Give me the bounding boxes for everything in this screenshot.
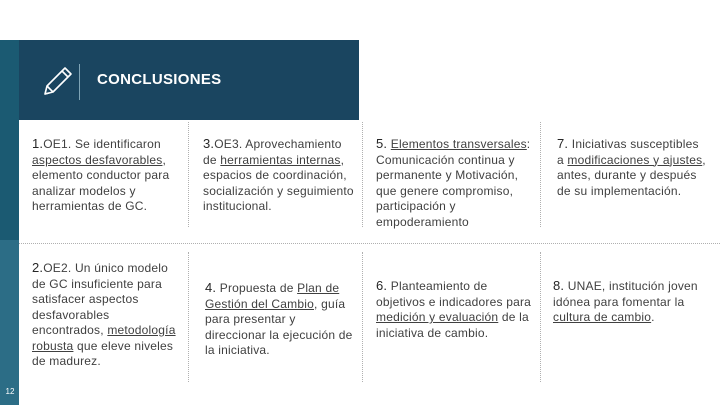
highlighted-phrase: cultura de cambio (553, 310, 652, 324)
pencil-icon (37, 62, 77, 102)
conclusion-text: . (651, 310, 655, 324)
highlighted-phrase: modificaciones y ajustes (567, 152, 703, 167)
conclusion-text: Planteamiento de objetivos e indicadores para (376, 279, 532, 309)
conclusion-3 (203, 136, 357, 215)
column-divider (188, 252, 189, 382)
conclusion-number: 1. (32, 136, 44, 151)
conclusion-text: Propuesta de (216, 281, 298, 295)
highlighted-phrase: Plan de Gestión del Cambio (205, 281, 340, 311)
conclusion-text: . Se identificaron (67, 137, 161, 151)
highlighted-phrase: aspectos desfavorables (32, 152, 163, 167)
conclusion-text: . Aprovechamiento de (203, 137, 342, 167)
highlighted-phrase: Elementos transversales (390, 137, 527, 151)
page-title: CONCLUSIONES (97, 71, 222, 88)
conclusion-number: 7. (557, 136, 569, 151)
objective-code: OE2 (43, 261, 68, 275)
conclusion-1 (32, 136, 180, 215)
header-divider (79, 64, 80, 100)
conclusion-4 (205, 280, 355, 359)
conclusion-number: 6. (376, 278, 388, 293)
column-divider (540, 252, 541, 382)
header-band (19, 40, 359, 120)
objective-code: OE1 (43, 137, 68, 151)
conclusion-8 (553, 278, 713, 326)
conclusion-text: , elemento conductor para analizar modelos y herramientas de GC. (32, 152, 170, 213)
conclusion-text: de la iniciativa de cambio. (376, 310, 529, 340)
highlighted-phrase: herramientas internas (220, 152, 341, 167)
highlighted-phrase: metodología robusta (32, 323, 176, 353)
page-number: 12 (5, 387, 15, 396)
conclusion-5 (376, 136, 534, 230)
conclusion-text: , antes, durante y después de su implementación. (557, 152, 706, 198)
column-divider (362, 252, 363, 382)
left-accent-bar (0, 40, 19, 405)
conclusion-7 (557, 136, 707, 199)
conclusion-text: , espacios de coordinación, socialización y seguimiento institucional. (203, 152, 354, 213)
column-divider (362, 122, 363, 227)
highlighted-phrase: medición y evaluación (376, 310, 499, 324)
conclusion-text: , guía para presentar y direccionar la ejecución de la iniciativa. (205, 296, 353, 357)
conclusion-text: que eleve niveles de madurez. (32, 338, 174, 368)
conclusion-6 (376, 278, 532, 341)
conclusion-number: 4. (205, 280, 217, 295)
conclusion-number: 2. (32, 260, 44, 275)
conclusion-2 (32, 260, 184, 370)
row-divider (19, 243, 720, 244)
conclusion-number: 3. (203, 136, 215, 151)
conclusion-number: 8. (553, 278, 565, 293)
column-divider (188, 122, 189, 227)
conclusion-number: 5. (376, 136, 388, 151)
conclusion-text: : Comunicación continua y permanente y Motivación, que genere compromiso, participación y empoderamiento (376, 137, 531, 229)
conclusion-text: . Un único modelo de GC insuficiente para satisfacer aspectos desfavorables encontrados, (32, 261, 168, 337)
objective-code: OE3 (214, 137, 239, 151)
conclusion-text: UNAE, institución joven idónea para fomentar la (553, 279, 698, 309)
column-divider (540, 122, 541, 227)
conclusion-text: Iniciativas susceptibles a (557, 137, 699, 167)
left-accent-bar-lower (0, 240, 19, 405)
